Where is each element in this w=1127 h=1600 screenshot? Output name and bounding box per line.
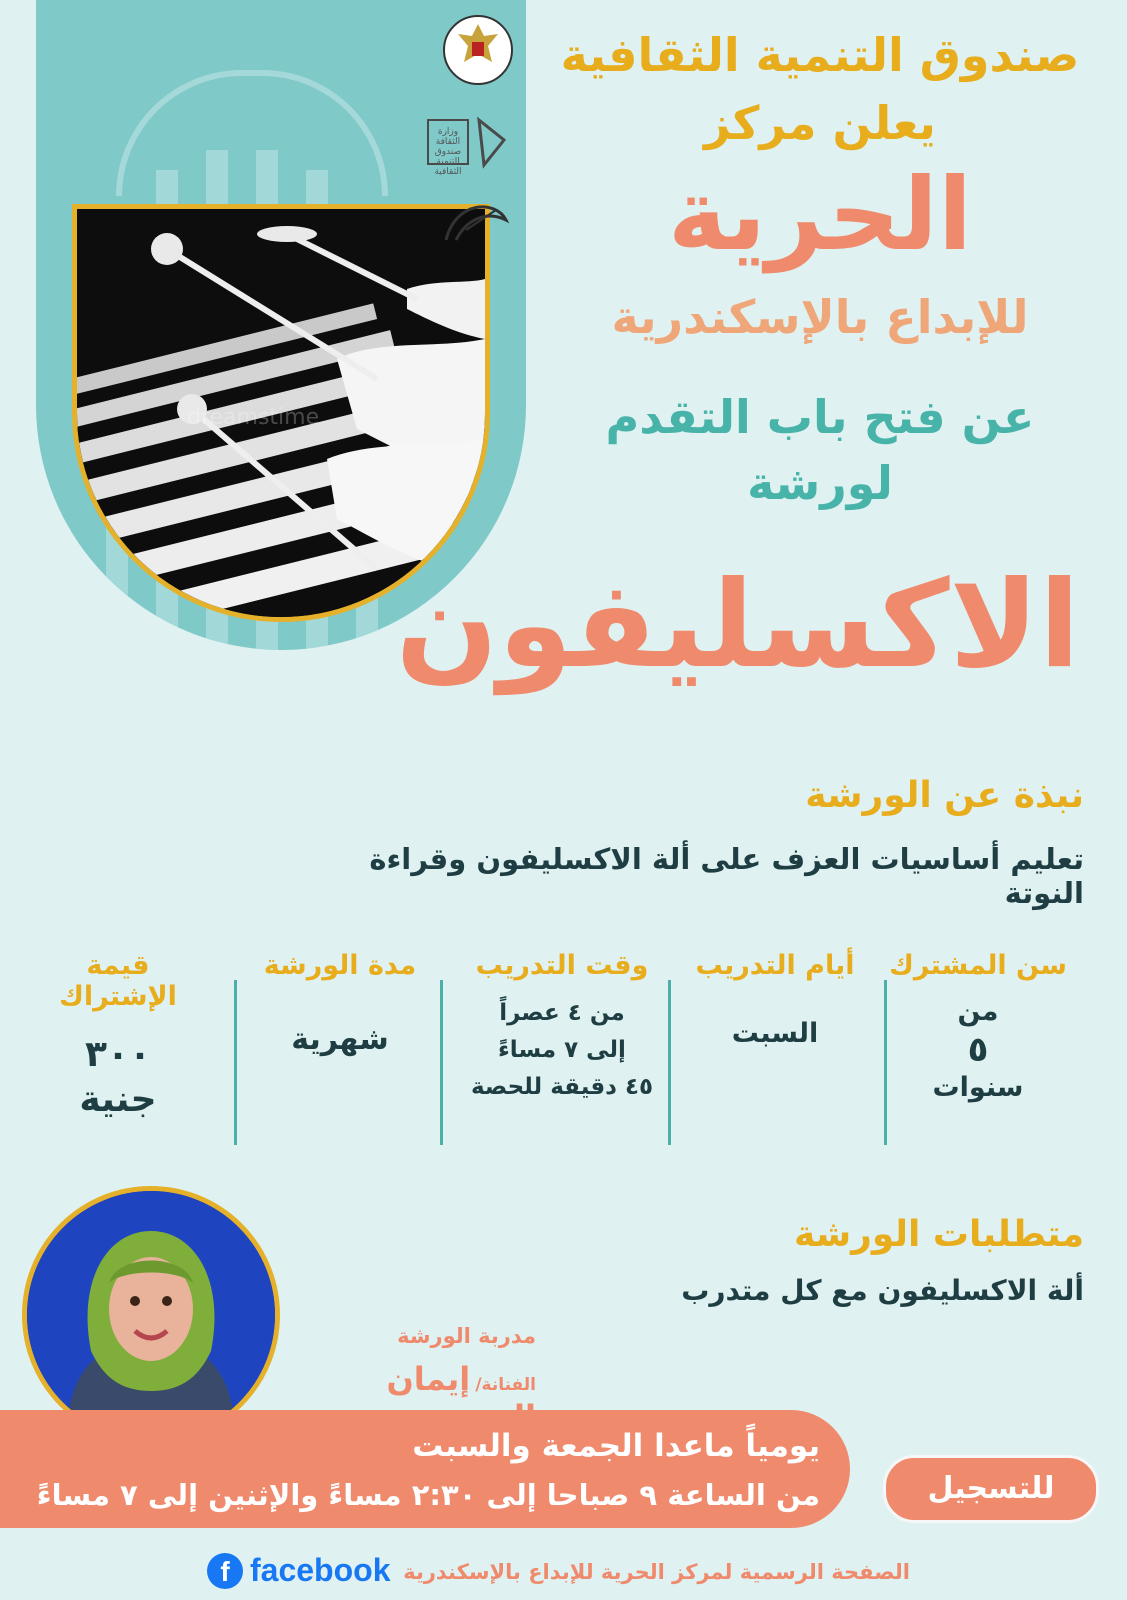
age-label: سن المشترك bbox=[889, 950, 1067, 981]
about-text: تعليم أساسيات العزف على ألة الاكسليفون وقراءة النوتة bbox=[369, 842, 1084, 910]
age-unit: سنوات bbox=[932, 1072, 1024, 1104]
announces-line: يعلن مركز bbox=[704, 96, 936, 150]
facebook-link[interactable]: facebook bbox=[250, 1552, 391, 1588]
column-divider bbox=[668, 980, 671, 1145]
duration-value: شهرية bbox=[291, 1022, 389, 1057]
days-value: السبت bbox=[731, 1018, 819, 1049]
center-name: الحرية bbox=[667, 156, 973, 273]
time-from: من ٤ عصراً bbox=[499, 1000, 625, 1026]
official-page-text: الصفحة الرسمية لمركز الحرية للإبداع بالإسكندرية bbox=[403, 1560, 910, 1584]
fund-logo-text: وزارة الثقافة صندوق التنمية الثقافية bbox=[434, 127, 462, 177]
duration-label: مدة الورشة bbox=[263, 950, 417, 981]
column-divider bbox=[234, 980, 237, 1145]
eagle-icon bbox=[440, 10, 516, 90]
age-value: ٥ bbox=[967, 1029, 989, 1070]
egypt-emblem-logo bbox=[440, 10, 516, 90]
column-divider bbox=[440, 980, 443, 1145]
trainer-role: مدربة الورشة bbox=[397, 1324, 536, 1348]
facebook-icon[interactable]: f bbox=[207, 1553, 243, 1589]
trainer-portrait bbox=[27, 1191, 275, 1439]
info-time bbox=[462, 950, 662, 1105]
fee-currency: جنية bbox=[79, 1079, 157, 1120]
days-label: أيام التدريب bbox=[695, 950, 855, 981]
session-length: ٤٥ دقيقة للحصة bbox=[470, 1073, 654, 1100]
center-logo-icon bbox=[436, 190, 516, 260]
application-open-line: عن فتح باب التقدم bbox=[605, 390, 1035, 444]
fund-title: صندوق التنمية الثقافية bbox=[560, 28, 1080, 82]
center-logo bbox=[436, 190, 516, 260]
registration-days: يومياً ماعدا الجمعة والسبت bbox=[412, 1428, 820, 1464]
requirements-title: متطلبات الورشة bbox=[793, 1214, 1084, 1255]
register-button[interactable]: للتسجيل bbox=[883, 1455, 1099, 1523]
time-to: إلى ٧ مساءً bbox=[498, 1036, 626, 1063]
info-age bbox=[888, 950, 1068, 1105]
age-from: من bbox=[957, 996, 999, 1027]
column-divider bbox=[884, 980, 887, 1145]
registration-hours: من الساعة ٩ صباحا إلى ٢:٣٠ مساءً والإثنين إلى ٧ مساءً bbox=[36, 1478, 820, 1512]
cultural-fund-logo bbox=[424, 110, 514, 180]
info-duration bbox=[250, 950, 430, 1059]
time-label: وقت التدريب bbox=[475, 950, 649, 981]
info-days bbox=[685, 950, 865, 1051]
info-fee bbox=[28, 950, 208, 1122]
center-subtitle: للإبداع بالإسكندرية bbox=[611, 290, 1029, 344]
fee-amount: ٣٠٠ bbox=[85, 1034, 151, 1075]
fee-label: قيمة الإشتراك bbox=[59, 950, 177, 1012]
workshop-word: لورشة bbox=[747, 456, 893, 510]
trainer-photo bbox=[22, 1186, 280, 1444]
trainer-prefix: الفنانة/ bbox=[475, 1375, 536, 1395]
workshop-name: الاكسليفون bbox=[395, 556, 1080, 695]
requirements-text: ألة الاكسليفون مع كل متدرب bbox=[681, 1274, 1084, 1307]
photo-watermark: dreamstime bbox=[187, 405, 320, 430]
about-title: نبذة عن الورشة bbox=[805, 775, 1084, 816]
trainer-name: إيمان bbox=[386, 1360, 471, 1398]
